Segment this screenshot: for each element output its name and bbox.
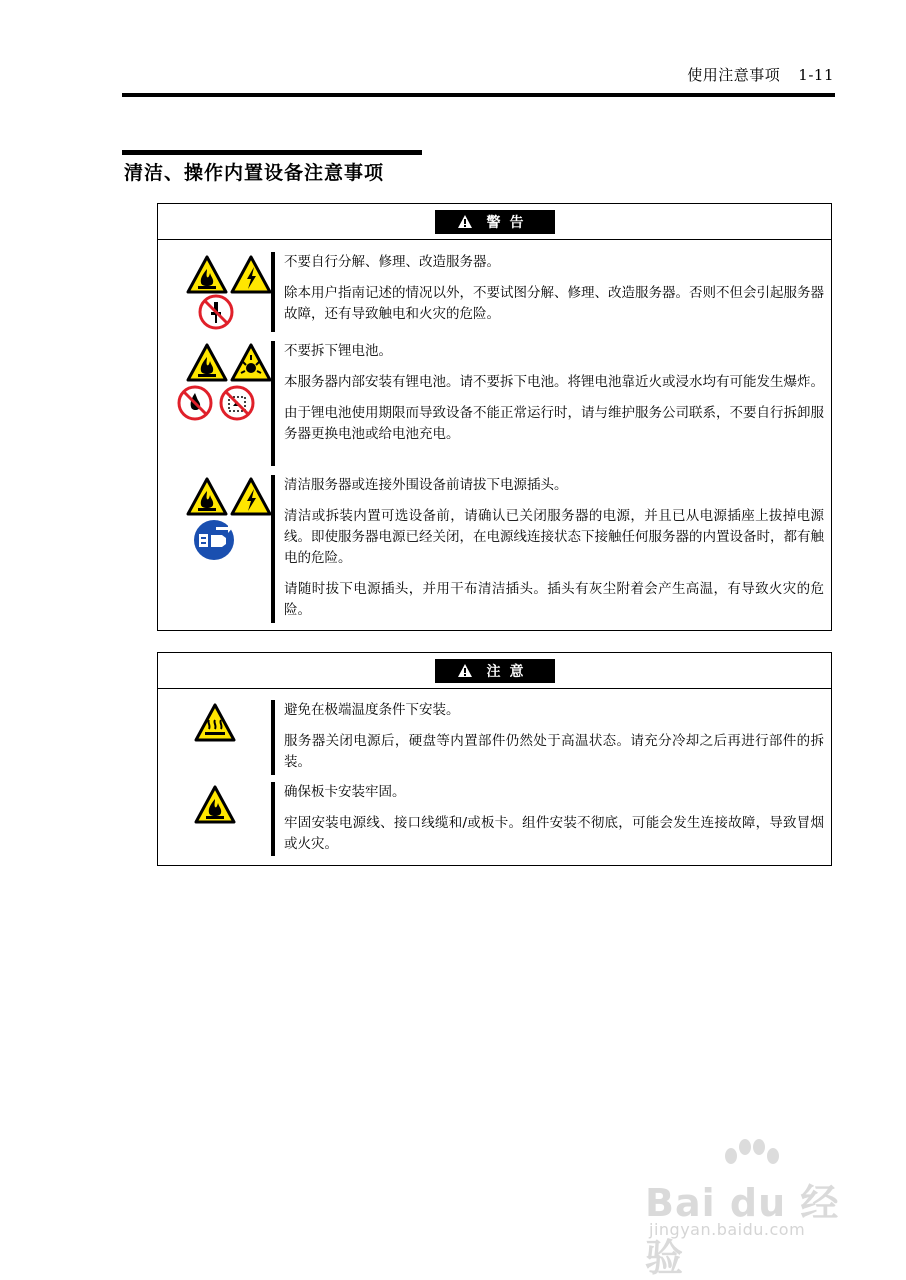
fire-hazard-icon <box>194 785 236 825</box>
hot-surface-icon <box>194 703 236 743</box>
explosion-hazard-icon <box>230 343 272 383</box>
warning-triangle-icon <box>457 663 473 678</box>
entry-2-bar <box>271 341 275 466</box>
entry-paragraph: 由于锂电池使用期限而导致设备不能正常运行时，请与维护服务公司联系，不要自行拆卸服务器更换电池或给电池充电。 <box>284 405 824 442</box>
warning-label <box>435 210 555 234</box>
entry-lead: 不要自行分解、修理、改造服务器。 <box>284 254 500 270</box>
caution-entry-1-bar <box>271 700 275 775</box>
warning-entry-2-text <box>284 341 824 455</box>
fire-hazard-icon <box>186 477 228 517</box>
page-number: 1-11 <box>798 66 834 84</box>
caution-entry-2-bar <box>271 782 275 856</box>
warning-triangle-icon <box>457 214 473 229</box>
entry-paragraph: 除本用户指南记述的情况以外，不要试图分解、修理、改造服务器。否则不但会引起服务器故障，还有导致触电和火灾的危险。 <box>284 285 824 322</box>
caution-label <box>435 659 555 683</box>
electric-shock-icon <box>230 255 272 295</box>
warning-box <box>157 203 832 631</box>
entry-lead: 清洁服务器或连接外围设备前请拔下电源插头。 <box>284 477 568 493</box>
warning-entry-1-text <box>284 252 824 335</box>
caution-entry-2-text <box>284 782 824 865</box>
header-rule <box>122 93 835 97</box>
entry-paragraph: 清洁或拆装内置可选设备前，请确认已关闭服务器的电源，并且已从电源插座上拔掉电源线。即使服务器电源已经关闭，在电源线连接状态下接触任何服务器的内置设备时，都有触电的危险。 <box>284 508 824 566</box>
electric-shock-icon <box>230 477 272 517</box>
caution-box-header <box>158 653 831 689</box>
entry-paragraph: 服务器关闭电源后，硬盘等内置部件仍然处于高温状态。请充分冷却之后再进行部件的拆装。 <box>284 733 824 770</box>
fire-hazard-icon <box>186 255 228 295</box>
running-header <box>687 64 834 85</box>
section-title-bar <box>122 150 422 155</box>
baidu-jingyan-watermark <box>645 1138 865 1280</box>
entry-3-bar <box>271 475 275 623</box>
entry-paragraph: 本服务器内部安装有锂电池。请不要拆下电池。将锂电池靠近火或浸水均有可能发生爆炸。 <box>284 374 824 390</box>
entry-lead: 不要拆下锂电池。 <box>284 343 392 359</box>
no-water-icon <box>218 384 256 422</box>
section-title: 清洁、操作内置设备注意事项 <box>124 162 385 184</box>
no-fire-icon <box>176 384 214 422</box>
watermark-url: jingyan.baidu.com <box>649 1220 806 1239</box>
entry-lead: 避免在极端温度条件下安装。 <box>284 702 460 718</box>
caution-label-text: 注意 <box>486 663 533 680</box>
caution-box <box>157 652 832 866</box>
unplug-power-icon <box>192 518 236 562</box>
warning-entry-3-text <box>284 475 824 631</box>
no-disassembly-icon <box>197 293 235 331</box>
entry-lead: 确保板卡安装牢固。 <box>284 784 406 800</box>
fire-hazard-icon <box>186 343 228 383</box>
entry-paragraph: 请随时拔下电源插头，并用干布清洁插头。插头有灰尘附着会产生高温，有导致火灾的危险。 <box>284 581 824 618</box>
entry-1-bar <box>271 252 275 332</box>
caution-entry-1-text <box>284 700 824 783</box>
entry-paragraph: 牢固安装电源线、接口线缆和/或板卡。组件安装不彻底，可能会发生连接故障，导致冒烟或火灾。 <box>284 815 824 852</box>
running-header-section: 使用注意事项 <box>687 66 781 84</box>
warning-label-text: 警告 <box>486 214 533 231</box>
warning-box-header <box>158 204 831 240</box>
watermark-brand: Bai du 经验 <box>645 1181 840 1280</box>
